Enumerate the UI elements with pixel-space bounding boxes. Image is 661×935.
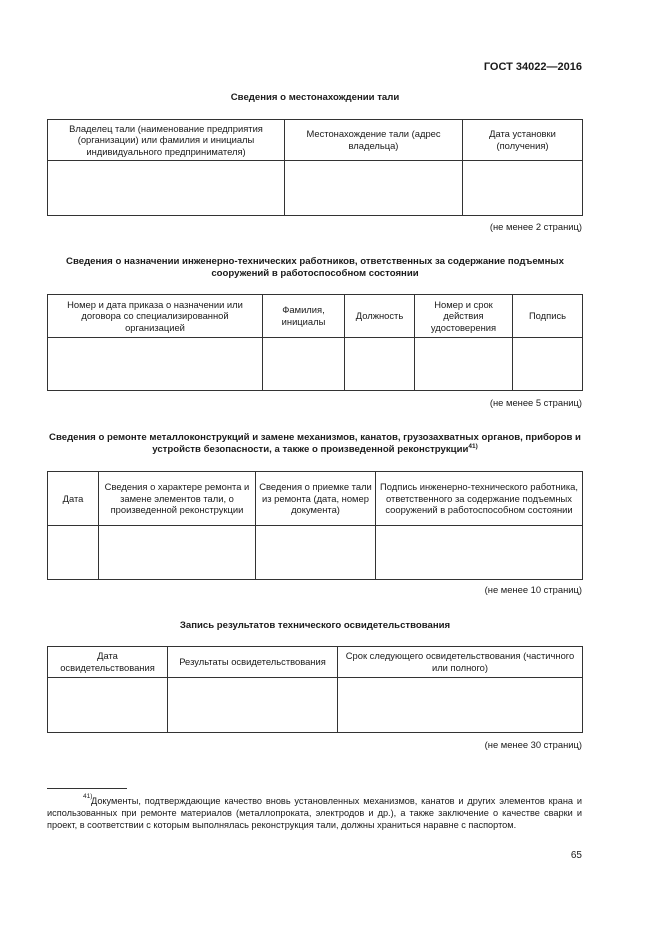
page-number: 65 <box>570 850 582 861</box>
table-cell <box>48 526 99 580</box>
table-cell <box>256 526 376 580</box>
table-repairs <box>47 471 583 580</box>
footnote-marker: 41) <box>83 793 93 800</box>
column-header: Номер и срок действия удостоверения <box>415 295 513 338</box>
column-header: Результаты освидетельствования <box>168 647 338 678</box>
table-cell <box>338 678 583 733</box>
table-cell <box>48 678 168 733</box>
table-engineers <box>47 294 583 391</box>
column-header: Подпись инженерно-технического работника, ответственного за содержание подъемных сооружений в работоспособном состоянии <box>376 472 583 526</box>
column-header: Местонахождение тали (адрес владельца) <box>285 120 463 161</box>
document-header: ГОСТ 34022—2016 <box>483 61 582 73</box>
column-header: Дата установки (получения) <box>463 120 583 161</box>
table-cell <box>48 161 285 216</box>
table-cell <box>345 338 415 391</box>
table-cell <box>415 338 513 391</box>
table-cell <box>99 526 256 580</box>
column-header: Сведения о приемке тали из ремонта (дата, номер документа) <box>256 472 376 526</box>
column-header: Должность <box>345 295 415 338</box>
column-header: Дата освидетельствования <box>48 647 168 678</box>
table-location <box>47 119 583 216</box>
table-cell <box>48 338 263 391</box>
table-cell <box>168 678 338 733</box>
column-header: Сведения о характере ремонта и замене элементов тали, о произведенной реконструкции <box>99 472 256 526</box>
table-inspection <box>47 646 583 733</box>
table-cell <box>263 338 345 391</box>
footnote <box>47 795 582 831</box>
section-title-location: Сведения о местонахождении тали <box>230 92 400 103</box>
page-count-note: (не менее 30 страниц) <box>484 739 582 750</box>
table-cell <box>513 338 583 391</box>
table-cell <box>376 526 583 580</box>
column-header: Фамилия, инициалы <box>263 295 345 338</box>
section-title-repairs <box>48 432 582 456</box>
column-header: Владелец тали (наименование предприятия (организации) или фамилия и инициалы индивидуального предпринимателя) <box>48 120 285 161</box>
column-header: Подпись <box>513 295 583 338</box>
footnote-text: Документы, подтверждающие качество вновь установленных механизмов, канатов и других элементов крана и использованных при ремонте материалов (металлопроката, электродов и др.), а также заключение о качестве сварки и проект, в соответствии с которым выполнялась реконструкция тали, должны храниться наравне с паспортом. <box>47 796 582 830</box>
footnote-reference: 41) <box>468 443 478 450</box>
page-count-note: (не менее 5 страниц) <box>489 397 582 408</box>
table-cell <box>463 161 583 216</box>
footnote-divider <box>47 788 127 789</box>
column-header: Дата <box>48 472 99 526</box>
column-header: Срок следующего освидетельствования (частичного или полного) <box>338 647 583 678</box>
page-count-note: (не менее 10 страниц) <box>484 584 582 595</box>
section-title-text: Сведения о ремонте металлоконструкций и замене механизмов, канатов, грузозахватных органов, приборов и устройств безопасности, а также о произведенной реконструкции <box>49 432 581 455</box>
table-cell <box>285 161 463 216</box>
column-header: Номер и дата приказа о назначении или договора со специализированной организацией <box>48 295 263 338</box>
section-title-inspection: Запись результатов технического освидетельствования <box>179 620 451 631</box>
section-title-engineers: Сведения о назначении инженерно-технических работников, ответственных за содержание подъемных сооружений в работоспособном состоянии <box>66 256 564 279</box>
page-count-note: (не менее 2 страниц) <box>489 221 582 232</box>
